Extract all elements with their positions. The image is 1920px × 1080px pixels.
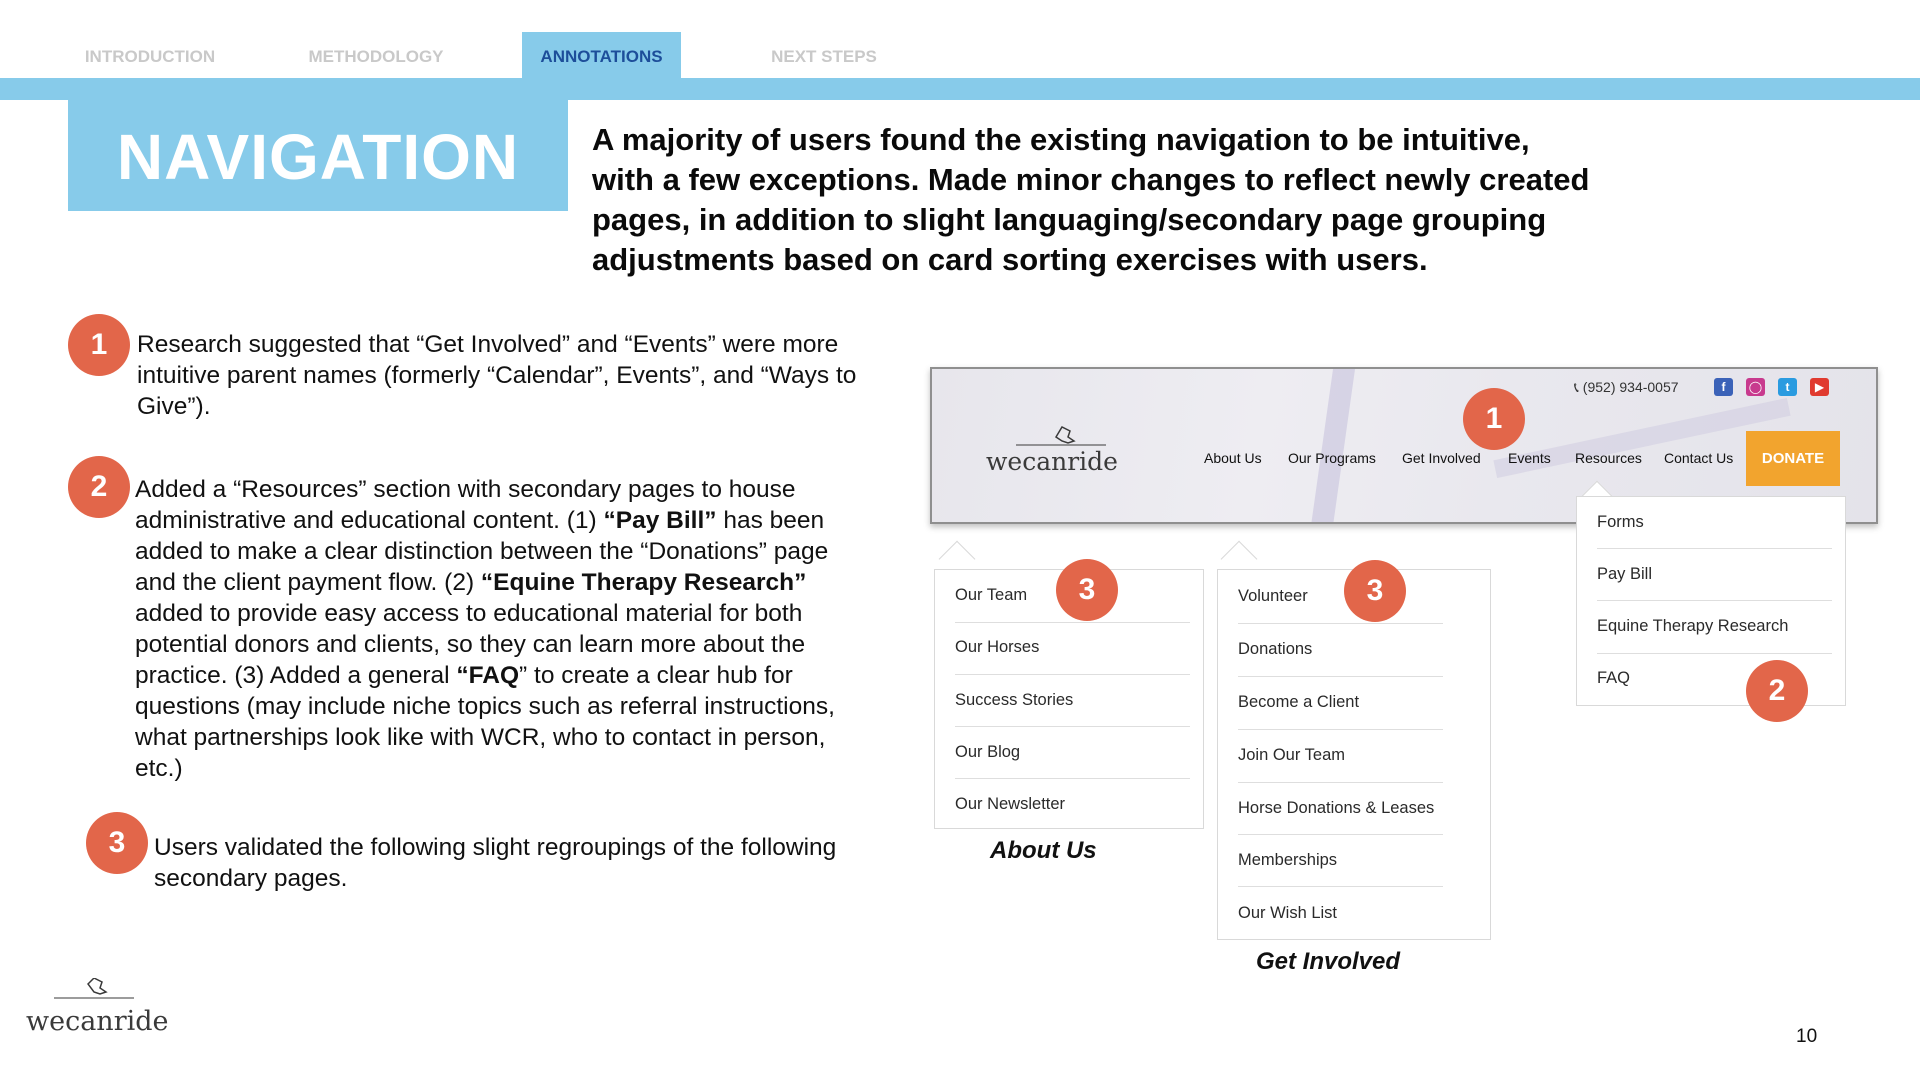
note-2-text: Added a “Resources” section with secondary pages to house administrative and educational content. (1) “Pay Bill” has been added to make a clear distinction between the “Donations” page and the client payment flow. (2) “Equine Therapy Research” added to provide easy access to educational material for both potential donors and clients, so they can learn more about the practice. (3) Added a general “FAQ” to create a clear hub for questions (may include niche topics such as referral instructions, what partnerships look like with WCR, who to contact in person, etc.) [135,476,835,782]
divider [1597,600,1832,601]
callout-2-badge: 2 [1746,660,1808,722]
divider [1597,653,1832,654]
menu-item-donations[interactable]: Donations [1238,640,1313,658]
nav-our-programs[interactable]: Our Programs [1288,450,1376,466]
youtube-icon[interactable]: ▶ [1810,378,1829,396]
callout-1-badge: 1 [1463,388,1525,450]
menu-item-horse-donations-leases[interactable]: Horse Donations & Leases [1238,799,1435,817]
menu-item-volunteer[interactable]: Volunteer [1238,587,1308,605]
tab-annotations[interactable]: ANNOTATIONS [522,32,681,78]
site-logo-text[interactable]: wecanride [986,447,1118,476]
tab-methodology[interactable]: METHODOLOGY [308,47,444,66]
background-photo-strap [1311,369,1355,524]
menu-item-forms[interactable]: Forms [1597,513,1644,531]
divider [955,622,1190,623]
get-involved-label: Get Involved [1256,948,1401,975]
header-stripe [0,78,1920,100]
nav-contact-us[interactable]: Contact Us [1664,450,1734,466]
note-3-text: Users validated the following slight regroupings of the following secondary pages. [154,834,837,892]
menu-item-faq[interactable]: FAQ [1597,669,1631,687]
menu-item-memberships[interactable]: Memberships [1238,851,1338,869]
menu-item-join-our-team[interactable]: Join Our Team [1238,746,1345,764]
divider [955,674,1190,675]
summary-text: A majority of users found the existing navigation to be intuitive, with a few exceptions. Made minor changes to reflect newly created pages, in addition to slight languaging/secondary page grouping adjustments based on card sorting exercises with users. [592,122,1590,277]
note-3-badge: 3 [86,812,148,874]
callout-3-involved-badge: 3 [1344,560,1406,622]
nav-resources[interactable]: Resources [1575,450,1642,466]
menu-item-become-a-client[interactable]: Become a Client [1238,693,1360,711]
menu-item-pay-bill[interactable]: Pay Bill [1597,565,1653,583]
donate-button[interactable]: DONATE [1746,431,1840,486]
callout-3-about-badge: 3 [1056,559,1118,621]
nav-get-involved[interactable]: Get Involved [1402,450,1481,466]
divider [1238,886,1443,887]
page-number: 10 [1796,1026,1818,1047]
menu-item-our-wish-list[interactable]: Our Wish List [1238,904,1338,922]
facebook-icon[interactable]: f [1714,378,1733,396]
resources-dropdown [1576,496,1846,706]
note-2-badge: 2 [68,456,130,518]
note-1-text: Research suggested that “Get Involved” and “Events” were more intuitive parent names (formerly “Calendar”, Events”, and “Ways to Give”). [137,331,857,420]
menu-item-our-newsletter[interactable]: Our Newsletter [955,795,1066,813]
phone-number[interactable]: 📞︎ (952) 934-0057 [1574,379,1679,395]
tab-next-steps[interactable]: NEXT STEPS [771,47,877,66]
menu-item-our-horses[interactable]: Our Horses [955,638,1040,656]
nav-about-us[interactable]: About Us [1204,450,1262,466]
instagram-icon[interactable]: ◯ [1746,378,1765,396]
note-1-badge: 1 [68,314,130,376]
about-us-label: About Us [990,837,1097,864]
divider [955,726,1190,727]
divider [1238,782,1443,783]
nav-events[interactable]: Events [1508,450,1551,466]
footer-logo-text: wecanride [26,1006,169,1037]
divider [1238,834,1443,835]
divider [1238,729,1443,730]
menu-item-our-blog[interactable]: Our Blog [955,743,1021,761]
twitter-icon[interactable]: t [1778,378,1797,396]
tab-introduction[interactable]: INTRODUCTION [84,47,216,66]
menu-item-success-stories[interactable]: Success Stories [955,691,1074,709]
divider [1238,676,1443,677]
menu-item-our-team[interactable]: Our Team [955,586,1028,604]
menu-item-equine-therapy-research[interactable]: Equine Therapy Research [1597,617,1789,635]
divider [1238,623,1443,624]
divider [955,778,1190,779]
get-involved-dropdown [1217,569,1491,940]
divider [1597,548,1832,549]
page-title: NAVIGATION [68,100,568,211]
